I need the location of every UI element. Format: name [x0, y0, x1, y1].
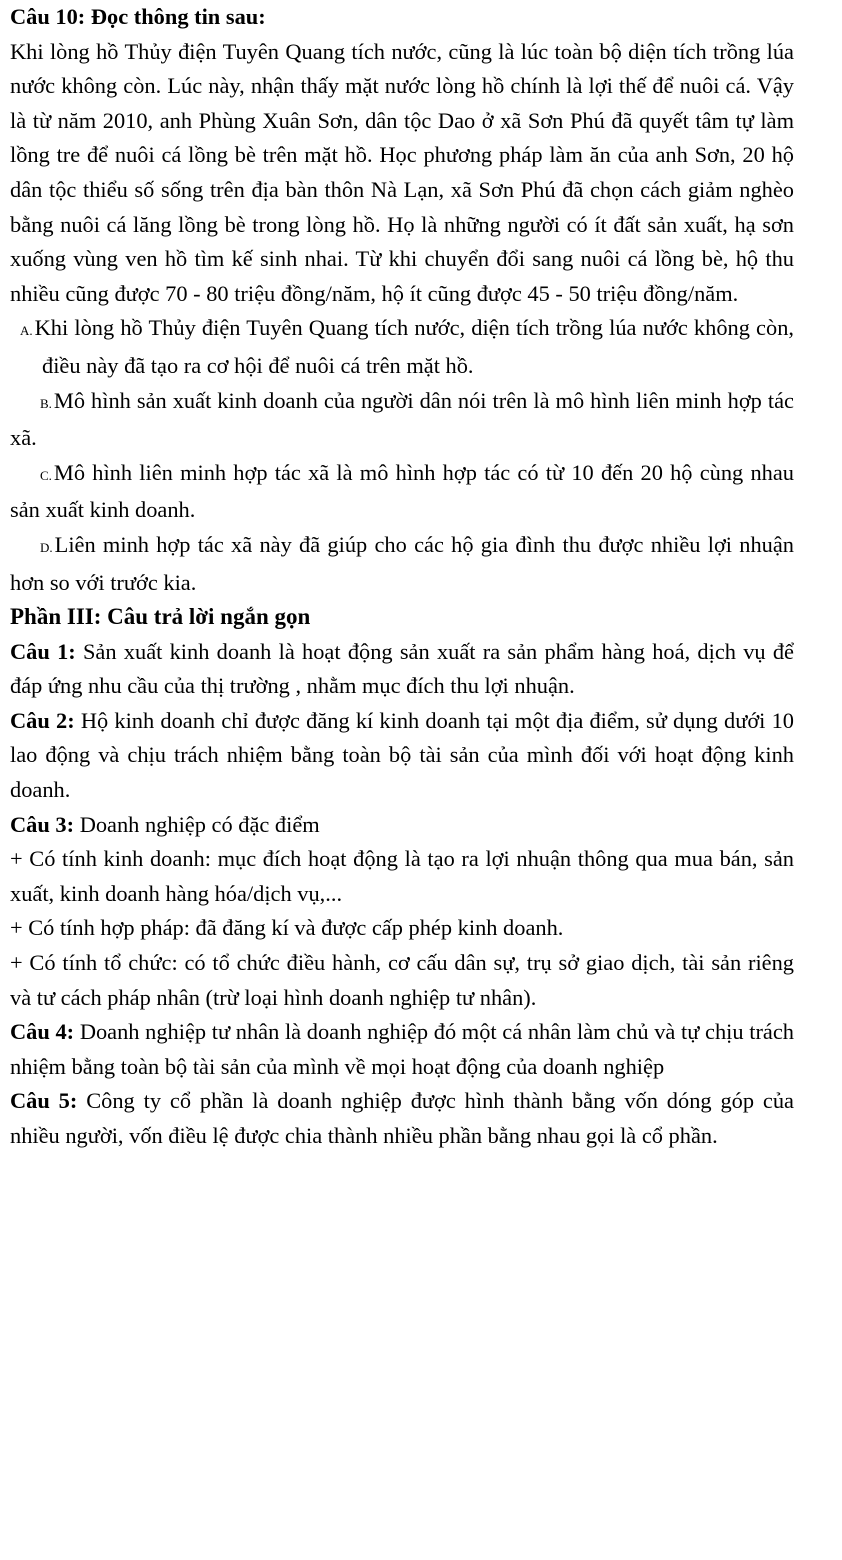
answer-5-text: Công ty cổ phần là doanh nghiệp được hình thành bằng vốn dóng góp của nhiều người, vốn điều lệ được chia thành nhiều phần bằng nhau gọi là cổ phần.	[10, 1088, 794, 1148]
option-d-text: Liên minh hợp tác xã này đã giúp cho các hộ gia đình thu được nhiều lợi nhuận hơn so với trước kia.	[10, 531, 794, 595]
answer-5	[10, 1084, 794, 1153]
passage: Khi lòng hồ Thủy điện Tuyên Quang tích nước, cũng là lúc toàn bộ diện tích trồng lúa nước không còn. Lúc này, nhận thấy mặt nước lòng hồ chính là lợi thế để nuôi cá. Vậy là từ năm 2010, anh Phùng Xuân Sơn, dân tộc Dao ở xã Sơn Phú đã quyết tâm tự làm lồng tre để nuôi cá lồng bè trên mặt hồ. Học phương pháp làm ăn của anh Sơn, 20 hộ dân tộc thiểu số sống trên địa bàn thôn Nà Lạn, xã Sơn Phú đã chọn cách giảm nghèo bằng nuôi cá lăng lồng bè trong lòng hồ. Họ là những người có ít đất sản xuất, hạ sơn xuống vùng ven hồ tìm kế sinh nhai. Từ khi chuyển đổi sang nuôi cá lồng bè, hộ thu nhiều cũng được 70 - 80 triệu đồng/năm, hộ ít cũng được 45 - 50 triệu đồng/năm.	[10, 38, 794, 306]
section-title: Phần III: Câu trả lời ngắn gọn	[10, 604, 311, 630]
answer-1	[10, 635, 794, 704]
option-a-text: Khi lòng hồ Thủy điện Tuyên Quang tích nước, diện tích trồng lúa nước không còn, điều này đã tạo ra cơ hội để nuôi cá trên mặt hồ.	[34, 315, 794, 378]
answer-3-text: Doanh nghiệp có đặc điểm	[79, 811, 320, 837]
answer-1-label: Câu 1:	[10, 638, 76, 664]
option-b-letter: B.	[40, 395, 52, 411]
option-b	[10, 384, 794, 456]
answer-5-label: Câu 5:	[10, 1088, 78, 1114]
question-10-heading	[10, 0, 794, 35]
option-d-letter: D.	[40, 539, 53, 555]
answer-4-label: Câu 4:	[10, 1019, 75, 1045]
option-c-text: Mô hình liên minh hợp tác xã là mô hình hợp tác có từ 10 đến 20 hộ cùng nhau sản xuất kinh doanh.	[10, 459, 794, 523]
answer-3-point-3: + Có tính tổ chức: có tổ chức điều hành, cơ cấu dân sự, trụ sở giao dịch, tài sản riêng và tư cách pháp nhân (trừ loại hình doanh nghiệp tư nhân).	[10, 950, 794, 1010]
option-c	[10, 456, 794, 528]
question-heading: Đọc thông tin sau:	[90, 4, 266, 29]
answer-2-label: Câu 2:	[10, 707, 75, 733]
question-label: Câu 10:	[10, 4, 86, 29]
option-c-letter: C.	[40, 467, 52, 483]
answer-3-point-2: + Có tính hợp pháp: đã đăng kí và được cấp phép kinh doanh.	[10, 915, 564, 941]
answer-2	[10, 704, 794, 808]
option-d	[10, 528, 794, 600]
option-b-text: Mô hình sản xuất kinh doanh của người dân nói trên là mô hình liên minh hợp tác xã.	[10, 387, 794, 451]
option-a-letter: A.	[20, 323, 33, 339]
option-a	[10, 311, 794, 383]
answer-3-label: Câu 3:	[10, 811, 75, 837]
answer-1-text: Sản xuất kinh doanh là hoạt động sản xuất ra sản phẩm hàng hoá, dịch vụ để đáp ứng nhu cầu của thị trường , nhằm mục đích thu lợi nhuận.	[10, 638, 794, 699]
answer-4	[10, 1015, 794, 1084]
answer-2-text: Hộ kinh doanh chỉ được đăng kí kinh doanh tại một địa điểm, sử dụng dưới 10 lao động và chịu trách nhiệm bằng toàn bộ tài sản của mình đối với hoạt động kinh doanh.	[10, 707, 794, 803]
answer-3-point-1: + Có tính kinh doanh: mục đích hoạt động là tạo ra lợi nhuận thông qua mua bán, sản xuất, kinh doanh hàng hóa/dịch vụ,...	[10, 846, 794, 906]
answer-3	[10, 808, 794, 843]
answer-4-text: Doanh nghiệp tư nhân là doanh nghiệp đó một cá nhân làm chủ và tự chịu trách nhiệm bằng toàn bộ tài sản của mình về mọi hoạt động của doanh nghiệp	[10, 1019, 794, 1079]
